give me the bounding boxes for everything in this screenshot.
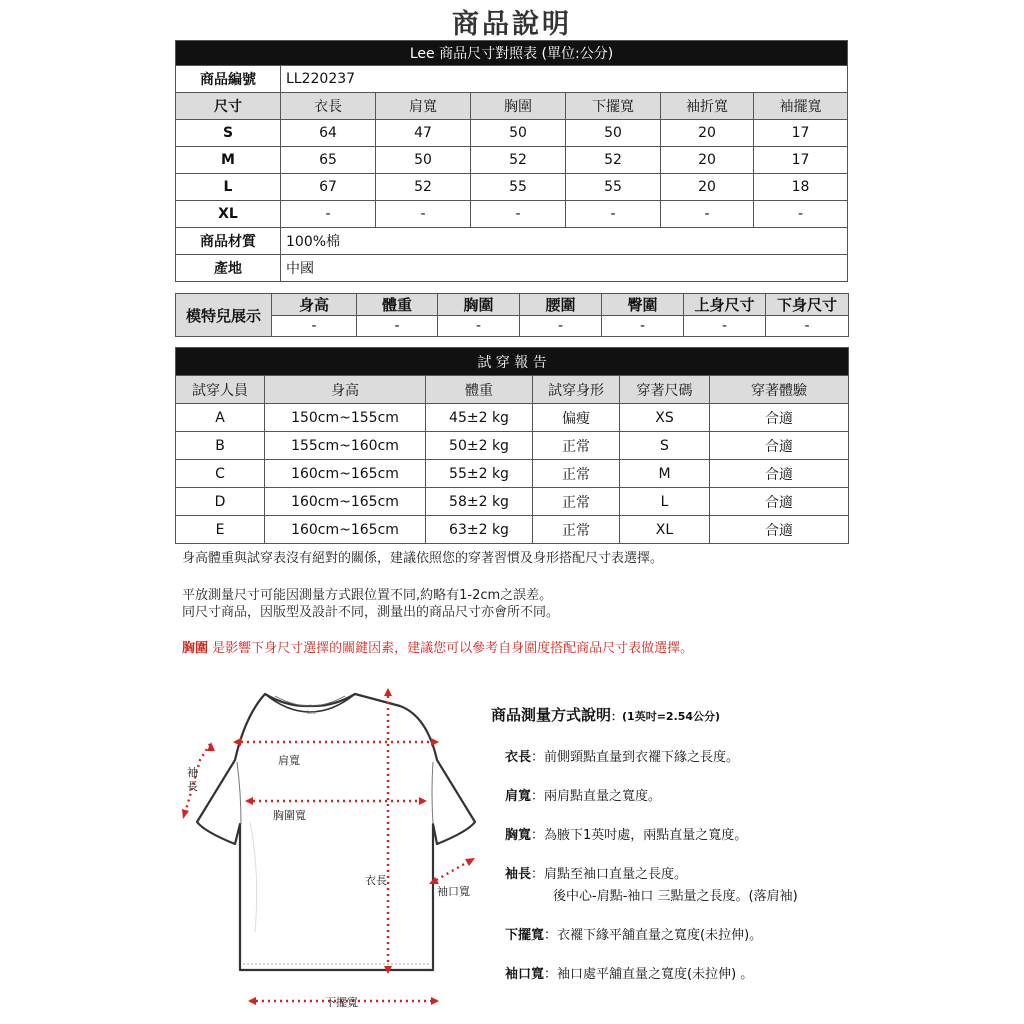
value-cell: - <box>661 201 754 228</box>
measure-item <box>491 963 911 982</box>
cuff-line <box>431 859 473 883</box>
column-header: 衣長 <box>281 93 376 120</box>
trial-cell: 正常 <box>533 516 620 544</box>
measure-item <box>491 924 911 943</box>
material-label: 商品材質 <box>176 228 281 255</box>
size-header: 尺寸 <box>176 93 281 120</box>
trial-cell: XS <box>620 404 710 432</box>
model-value: - <box>520 316 602 337</box>
table-row <box>176 147 848 174</box>
column-header: 袖折寬 <box>661 93 754 120</box>
trial-column-header: 穿著尺碼 <box>620 376 710 404</box>
value-cell: - <box>754 201 848 228</box>
trial-cell: 合適 <box>710 460 849 488</box>
value-cell: 17 <box>754 147 848 174</box>
table-row <box>176 201 848 228</box>
label-shoulder: 肩寬 <box>278 754 300 767</box>
model-table <box>175 293 849 337</box>
arrow-icon <box>465 858 475 866</box>
measure-term: 肩寬 <box>505 789 532 804</box>
measure-term: 下擺寬 <box>505 928 545 943</box>
item-no: LL220237 <box>281 66 848 93</box>
trial-cell: C <box>176 460 265 488</box>
origin-label: 產地 <box>176 255 281 282</box>
origin-value: 中國 <box>281 255 848 282</box>
value-cell: 20 <box>661 147 754 174</box>
trial-cell: 150cm~155cm <box>265 404 426 432</box>
measure-guide <box>491 704 911 1002</box>
measure-desc: ：兩肩點直量之寬度。 <box>531 789 662 804</box>
trial-column-header: 身高 <box>265 376 426 404</box>
note-measure-error: 平放測量尺寸可能因測量方式跟位置不同,約略有1-2cm之誤差。 <box>182 588 553 603</box>
shoulder-seam <box>237 762 241 824</box>
arrow-icon <box>419 797 427 805</box>
note-size-relation: 身高體重與試穿表沒有絕對的關係，建議依照您的穿著習慣及身形搭配尺寸表選擇。 <box>182 551 664 566</box>
model-column-header: 胸圍 <box>438 294 520 316</box>
measure-term: 胸寬 <box>505 828 532 843</box>
value-cell: 64 <box>281 120 376 147</box>
tshirt-outline <box>197 694 475 970</box>
value-cell: 55 <box>471 174 566 201</box>
measure-term: 衣長 <box>505 750 532 765</box>
material-value: 100%棉 <box>281 228 848 255</box>
column-header: 袖擺寬 <box>754 93 848 120</box>
model-label: 模特兒展示 <box>176 294 272 337</box>
trial-cell: D <box>176 488 265 516</box>
trial-cell: A <box>176 404 265 432</box>
arrow-icon <box>245 797 253 805</box>
value-cell: 50 <box>376 147 471 174</box>
note-chest-bold: 胸圍 <box>182 641 209 656</box>
label-hem: 下擺寬 <box>325 996 358 1009</box>
arrow-icon <box>384 688 392 696</box>
measure-desc: ：前側頸點直量到衣襬下緣之長度。 <box>531 750 740 765</box>
arrow-icon <box>207 742 215 751</box>
value-cell: - <box>376 201 471 228</box>
page-title: 商品說明 <box>452 9 572 40</box>
model-value: - <box>438 316 520 337</box>
measure-title <box>491 704 911 725</box>
measure-desc: ：衣襬下緣平舖直量之寬度(未拉伸)。 <box>544 928 763 943</box>
column-header: 下擺寬 <box>566 93 661 120</box>
table-row <box>176 174 848 201</box>
trial-cell: 63±2 kg <box>426 516 533 544</box>
value-cell: 20 <box>661 174 754 201</box>
size-table-title: Lee 商品尺寸對照表 (單位:公分) <box>176 41 848 66</box>
trial-cell: 正常 <box>533 460 620 488</box>
fabric-fold <box>250 822 257 932</box>
model-column-header: 體重 <box>357 294 438 316</box>
value-cell: 18 <box>754 174 848 201</box>
arrow-icon <box>233 738 241 746</box>
trial-cell: 155cm~160cm <box>265 432 426 460</box>
measure-item <box>491 824 911 843</box>
trial-table <box>175 347 849 544</box>
model-value: - <box>602 316 684 337</box>
measure-term: 袖長 <box>505 867 532 882</box>
trial-cell: L <box>620 488 710 516</box>
size-cell: L <box>176 174 281 201</box>
value-cell: 65 <box>281 147 376 174</box>
trial-column-header: 試穿人員 <box>176 376 265 404</box>
table-row <box>176 316 849 337</box>
tshirt-diagram <box>175 672 495 1012</box>
measure-term: 袖口寬 <box>505 967 545 982</box>
size-cell: S <box>176 120 281 147</box>
trial-cell: 160cm~165cm <box>265 488 426 516</box>
trial-cell: 合適 <box>710 516 849 544</box>
trial-cell: 50±2 kg <box>426 432 533 460</box>
table-row <box>176 120 848 147</box>
trial-cell: 45±2 kg <box>426 404 533 432</box>
value-cell: - <box>471 201 566 228</box>
value-cell: 50 <box>566 120 661 147</box>
trial-column-header: 體重 <box>426 376 533 404</box>
measure-item <box>491 746 911 765</box>
trial-column-header: 穿著體驗 <box>710 376 849 404</box>
arrow-icon <box>431 997 439 1005</box>
trial-cell: 160cm~165cm <box>265 516 426 544</box>
measure-item <box>491 863 911 904</box>
model-value: - <box>766 316 849 337</box>
trial-cell: 正常 <box>533 432 620 460</box>
table-row <box>176 404 849 432</box>
model-column-header: 上身尺寸 <box>684 294 766 316</box>
trial-cell: 160cm~165cm <box>265 460 426 488</box>
collar-logo: Lee <box>307 710 316 716</box>
trial-cell: 58±2 kg <box>426 488 533 516</box>
measure-item <box>491 785 911 804</box>
note-chest-key <box>182 637 693 656</box>
model-column-header: 身高 <box>272 294 357 316</box>
trial-table-title: 試 穿 報 告 <box>176 348 849 376</box>
measure-desc: ：肩點至袖口直量之長度。 <box>531 867 688 882</box>
trial-cell: M <box>620 460 710 488</box>
trial-cell: 合適 <box>710 404 849 432</box>
trial-cell: 偏瘦 <box>533 404 620 432</box>
measure-desc: ：袖口處平舖直量之寬度(未拉伸) 。 <box>544 967 754 982</box>
arrow-icon <box>248 997 256 1005</box>
size-cell: M <box>176 147 281 174</box>
arrow-icon <box>182 809 189 819</box>
table-row <box>176 432 849 460</box>
value-cell: - <box>566 201 661 228</box>
trial-cell: 55±2 kg <box>426 460 533 488</box>
value-cell: 52 <box>376 174 471 201</box>
trial-cell: 正常 <box>533 488 620 516</box>
label-sleeve: 袖長 <box>187 766 198 793</box>
model-value: - <box>684 316 766 337</box>
measure-title-note: ：(1英吋=2.54公分) <box>611 710 721 723</box>
trial-cell: B <box>176 432 265 460</box>
value-cell: 50 <box>471 120 566 147</box>
trial-cell: S <box>620 432 710 460</box>
size-table <box>175 40 848 282</box>
model-value: - <box>357 316 438 337</box>
column-header: 胸圍 <box>471 93 566 120</box>
value-cell: 52 <box>566 147 661 174</box>
label-length: 衣長 <box>365 874 387 887</box>
column-header: 肩寬 <box>376 93 471 120</box>
trial-cell: 合適 <box>710 432 849 460</box>
model-value: - <box>272 316 357 337</box>
table-row <box>176 516 849 544</box>
value-cell: 52 <box>471 147 566 174</box>
measure-title-text: 商品測量方式說明 <box>491 706 612 724</box>
note-design-difference: 同尺寸商品，因版型及設計不同，測量出的商品尺寸亦會所不同。 <box>182 605 560 620</box>
model-column-header: 下身尺寸 <box>766 294 849 316</box>
size-cell: XL <box>176 201 281 228</box>
arrow-icon <box>431 738 439 746</box>
trial-column-header: 試穿身形 <box>533 376 620 404</box>
label-cuff: 袖口寬 <box>437 885 470 898</box>
table-row <box>176 460 849 488</box>
measure-desc-extra: 後中心-肩點-袖口 三點量之長度。(落肩袖) <box>553 889 798 904</box>
value-cell: 55 <box>566 174 661 201</box>
value-cell: 20 <box>661 120 754 147</box>
note-chest-text: 是影響下身尺寸選擇的關鍵因素，建議您可以參考自身圍度搭配商品尺寸表做選擇。 <box>208 641 694 656</box>
trial-cell: E <box>176 516 265 544</box>
table-row <box>176 488 849 516</box>
label-chest: 胸圍寬 <box>273 809 306 822</box>
model-column-header: 臀圍 <box>602 294 684 316</box>
value-cell: 67 <box>281 174 376 201</box>
trial-cell: 合適 <box>710 488 849 516</box>
measure-desc: ：為腋下1英吋處，兩點直量之寬度。 <box>531 828 748 843</box>
model-column-header: 腰圍 <box>520 294 602 316</box>
value-cell: 47 <box>376 120 471 147</box>
shoulder-seam <box>432 762 433 824</box>
value-cell: - <box>281 201 376 228</box>
trial-cell: XL <box>620 516 710 544</box>
value-cell: 17 <box>754 120 848 147</box>
collar-inner <box>275 696 345 706</box>
item-no-label: 商品編號 <box>176 66 281 93</box>
